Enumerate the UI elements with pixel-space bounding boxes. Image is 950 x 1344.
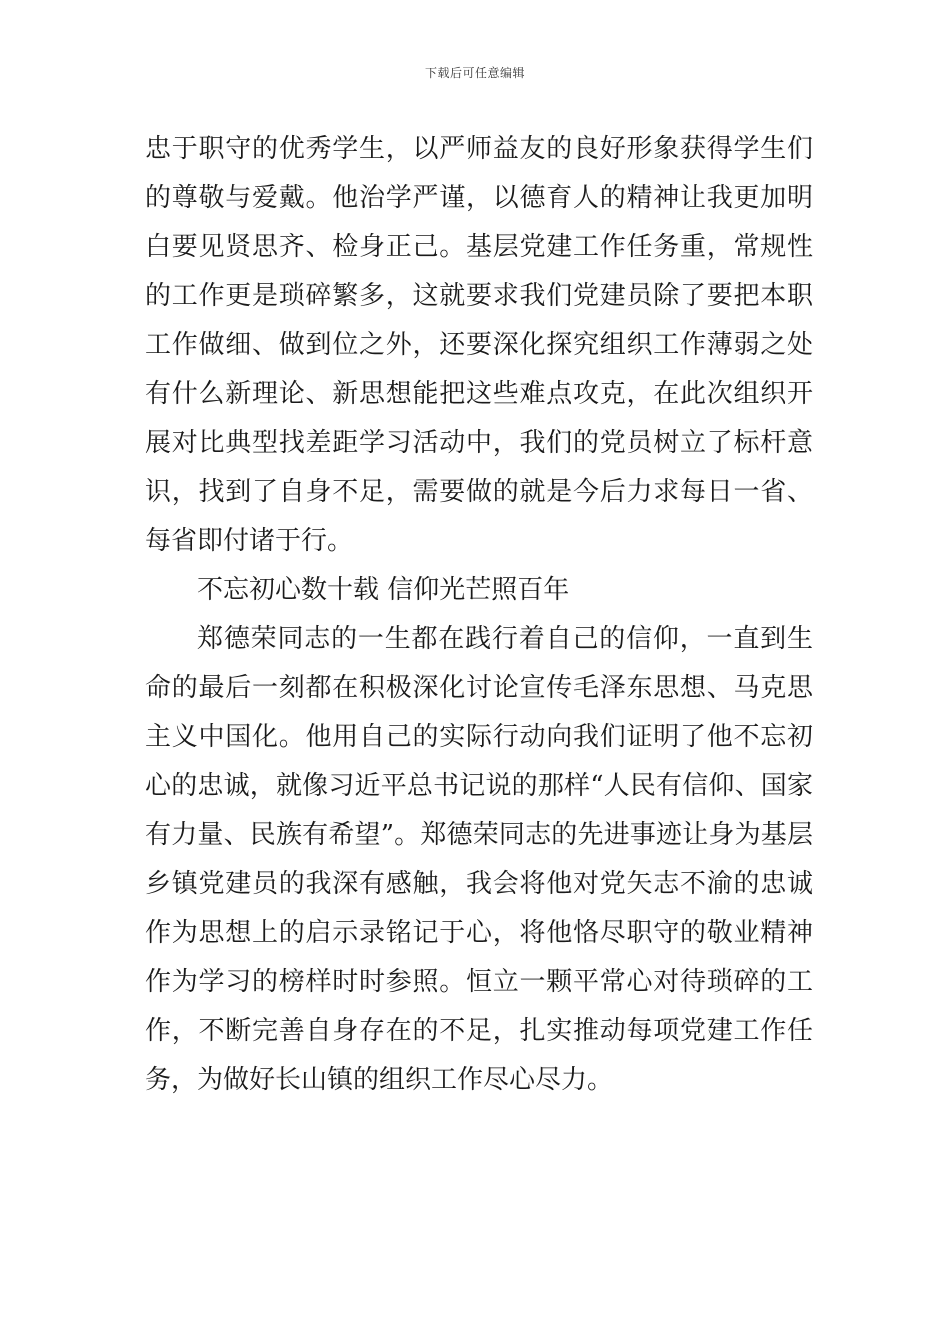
section-heading: 不忘初心数十载 信仰光芒照百年 bbox=[197, 575, 570, 605]
header-note: 下载后可任意编辑 bbox=[424, 66, 525, 80]
body-paragraph: 郑德荣同志的一生都在践行着自己的信仰，一直到生命的最后一刻都在积极深化讨论宣传毛泽东思想、马克思主义中国化。他用自己的实际行动向我们证明了他不忘初心的忠诚，就像习近平总书记说的那样“人民有信仰、国家有力量、民族有希望”。郑德荣同志的先进事迹让身为基层乡镇党建员的我深有感触，我会将他对党矢志不渝的忠诚作为思想上的启示录铭记于心，将他恪尽职守的敬业精神作为学习的榜样时时参照。恒立一颗平常心对待琐碎的工作，不断完善自身存在的不足，扎实推动每项党建工作任务，为做好长山镇的组织工作尽心尽力。 bbox=[145, 624, 813, 1095]
document-body bbox=[145, 125, 813, 1105]
body-paragraph-continued: 忠于职守的优秀学生，以严师益友的良好形象获得学生们的尊敬与爱戴。他治学严谨，以德育人的精神让我更加明白要见贤思齐、检身正己。基层党建工作任务重，常规性的工作更是琐碎繁多，这就要求我们党建员除了要把本职工作做细、做到位之外，还要深化探究组织工作薄弱之处有什么新理论、新思想能把这些难点攻克，在此次组织开展对比典型找差距学习活动中，我们的党员树立了标杆意识，找到了自身不足，需要做的就是今后力求每日一省、每省即付诸于行。 bbox=[145, 134, 813, 556]
